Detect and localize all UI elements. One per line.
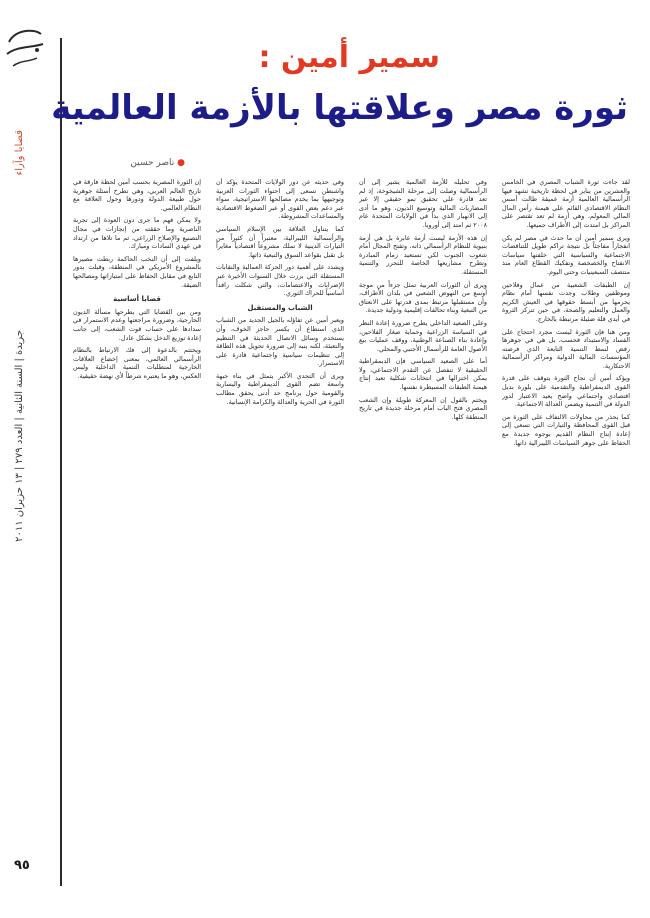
paragraph: ويرى أن الثورات العربية تمثل جزءاً من موجة أوسع من النهوض الشعبي في بلدان الأطراف، وأن مستقبلها مرتبط بمدى قدرتها على الانعتاق من التبعية وبناء تحالفات إقليمية ودولية جديدة. — [359, 280, 487, 315]
paragraph: ويعبر أمين عن تفاؤله بالجيل الجديد من الشباب الذي استطاع أن يكسر حاجز الخوف، وأن يستخدم وسائل الاتصال الحديثة في التنظيم والتعبئة، لكنه ينبه إلى ضرورة تحويل هذه الطاقة إلى تنظيمات سياسية واجتماعية قادرة على الاستمرار. — [216, 316, 344, 368]
paragraph: ومن هنا فإن الثورة ليست مجرد احتجاج على الفساد والاستبداد فحسب، بل هي في جوهرها رفض لنمط التنمية التابعة الذي فرضته المؤسسات المالية الدولية ومراكز الرأسمالية الاحتكارية. — [502, 327, 630, 370]
paragraph: وفي تحليله للأزمة العالمية يشير إلى أن الرأسمالية وصلت إلى مرحلة الشيخوخة، إذ لم تعد قادرة على تحقيق نمو حقيقي إلا عبر المضاربات المالية وتوسيع الديون، وهو ما أدى إلى الانهيار الذي بدأ في الولايات المتحدة عام ٢٠٠٨ ثم امتد إلى أوروبا. — [359, 178, 487, 229]
paragraph: وفي حديثه عن دور الولايات المتحدة يؤكد أن واشنطن تسعى إلى احتواء الثورات العربية وتوجيهها بما يخدم مصالحها الاستراتيجية، سواء عبر دعم بعض القوى أو عبر الضغوط الاقتصادية والمساعدات المشروطة. — [216, 178, 344, 221]
subheading: الشباب والمستقبل — [247, 303, 313, 312]
issue-info: جريدة | السنة الثانية | العدد ٢٧٩ | ١٣ حزيران ٢٠١١ — [14, 330, 25, 542]
paragraph: وعلى الصعيد الداخلي يطرح ضرورة إعادة النظر في السياسة الزراعية وحماية صغار الفلاحين، وإعادة بناء الصناعة الوطنية، ووقف عمليات بيع الأصول العامة للرأسمال الأجنبي والمحلي. — [359, 318, 487, 353]
paragraph: ويلفت إلى أن النخب الحاكمة ربطت مصيرها بالمشروع الأمريكي في المنطقة، وقبلت بدور التابع في مقابل الحفاظ على امتيازاتها ومصالحها الضيقة. — [73, 254, 201, 289]
paragraph: ولا يمكن فهم ما جرى دون العودة إلى تجربة الناصرية وما حققته من إنجازات في مجال التصنيع والإصلاح الزراعي، ثم ما تلاها من ارتداد في عهدي السادات ومبارك. — [73, 216, 201, 251]
paragraph: ويختم بالقول إن المعركة طويلة وإن الشعب المصري فتح الباب أمام مرحلة جديدة في تاريخ المنطقة كلها. — [359, 395, 487, 421]
byline — [130, 158, 185, 168]
margin-rule — [60, 38, 62, 886]
section-label: قضايا وآراء — [14, 130, 25, 176]
paragraph: ومن بين القضايا التي يطرحها مسألة الديون الخارجية، وضرورة مراجعتها وعدم الاستمرار في سدادها على حساب قوت الشعب، إلى جانب إعادة توزيع الدخل بشكل عادل. — [73, 307, 201, 342]
paragraph: ويرى سمير أمين أن ما حدث في مصر لم يكن انفجاراً مفاجئاً بل نتيجة تراكم طويل للتناقضات الاجتماعية والسياسية التي خلفتها سياسات الانفتاح والخصخصة وتفكيك القطاع العام منذ منتصف السبعينيات وحتى اليوم. — [502, 233, 630, 276]
column-2 — [359, 178, 487, 888]
author-name: ناصر حسين — [130, 158, 175, 168]
article-body — [70, 178, 630, 888]
paragraph: كما يتناول العلاقة بين الإسلام السياسي والرأسمالية الليبرالية، معتبراً أن كثيراً من التيارات الدينية لا تملك مشروعاً اقتصادياً مغايراً بل تقبل بقواعد السوق والتبعية ذاتها. — [216, 224, 344, 259]
paragraph: ويختتم بالدعوة إلى فك الارتباط بالنظام الرأسمالي العالمي، بمعنى إخضاع العلاقات الخارجية لمتطلبات التنمية الداخلية وليس العكس، وهو ما يعتبره شرطاً لأي نهضة حقيقية. — [73, 346, 201, 380]
paragraph: كما يحذر من محاولات الالتفاف على الثورة من قبل القوى المحافظة والتيارات التي تسعى إلى إعادة إنتاج النظام القديم بوجوه جديدة مع الحفاظ على جوهر السياسات الليبرالية ذاتها. — [502, 412, 630, 447]
paragraph: إن الطبقات الشعبية من عمال وفلاحين وموظفين وطلاب وجدت نفسها أمام نظام يحرمها من أبسط حقوقها في العيش الكريم والعمل والتعليم والصحة، في حين تتركز الثروة في أيدي قلة ضئيلة مرتبطة بالخارج. — [502, 280, 630, 323]
paragraph: ويؤكد أمين أن نجاح الثورة يتوقف على قدرة القوى الديمقراطية والتقدمية على بلورة بديل اقتصادي واجتماعي واضح يعيد الاعتبار لدور الدولة في التنمية ويضمن العدالة الاجتماعية. — [502, 374, 630, 409]
article-title-line1: سمير أمين : — [258, 40, 440, 75]
bullet-icon: ● — [177, 158, 185, 168]
paragraph: لقد جاءت ثورة الشباب المصري في الخامس والعشرين من يناير في لحظة تاريخية تشهد فيها الرأسمالية العالمية أزمة عميقة طالت أسس النظام الاقتصادي القائم على هيمنة رأس المال المالي المعولم، وهي أزمة لم تعد تقتصر على المراكز بل امتدت إلى الأطراف جميعها. — [502, 178, 630, 229]
column-1 — [502, 178, 630, 888]
paragraph: أما على الصعيد السياسي فإن الديمقراطية الحقيقية لا تنفصل عن التقدم الاجتماعي، ولا يمكن اختزالها في انتخابات شكلية تعيد إنتاج هيمنة الطبقات المسيطرة نفسها. — [359, 357, 487, 392]
page-number: ٩٥ — [14, 858, 30, 873]
subheading: قضايا أساسية — [113, 295, 161, 304]
column-4 — [73, 178, 201, 888]
paragraph: ويرى أن التحدي الأكبر يتمثل في بناء جبهة واسعة تضم القوى الديمقراطية واليسارية والقومية حول برنامج حد أدنى يحقق مطالب الثورة في الحرية والعدالة والكرامة الإنسانية. — [216, 371, 344, 406]
paragraph: إن الثورة المصرية بحسب أمين لحظة فارقة في تاريخ العالم العربي، وهي تطرح أسئلة جوهرية حول طبيعة الدولة ودورها وحول العلاقة مع النظام العالمي. — [73, 178, 201, 212]
article-title-line2: ثورة مصر وعلاقتها بالأزمة العالمية — [51, 88, 628, 128]
column-3 — [216, 178, 344, 888]
paragraph: ويشدد على أهمية دور الحركة العمالية والنقابات المستقلة التي برزت خلال السنوات الأخيرة عبر الإضرابات والاعتصامات، والتي شكلت رافداً أساسياً للحراك الثوري. — [216, 263, 344, 298]
paragraph: إن هذه الأزمة ليست أزمة عابرة بل هي أزمة بنيوية للنظام الرأسمالي ذاته، وتفتح المجال أمام شعوب الجنوب لكي تستعيد زمام المبادرة وتطرح مشاريعها الخاصة للتحرر والتنمية المستقلة. — [359, 233, 487, 276]
publication-logo — [3, 20, 47, 76]
